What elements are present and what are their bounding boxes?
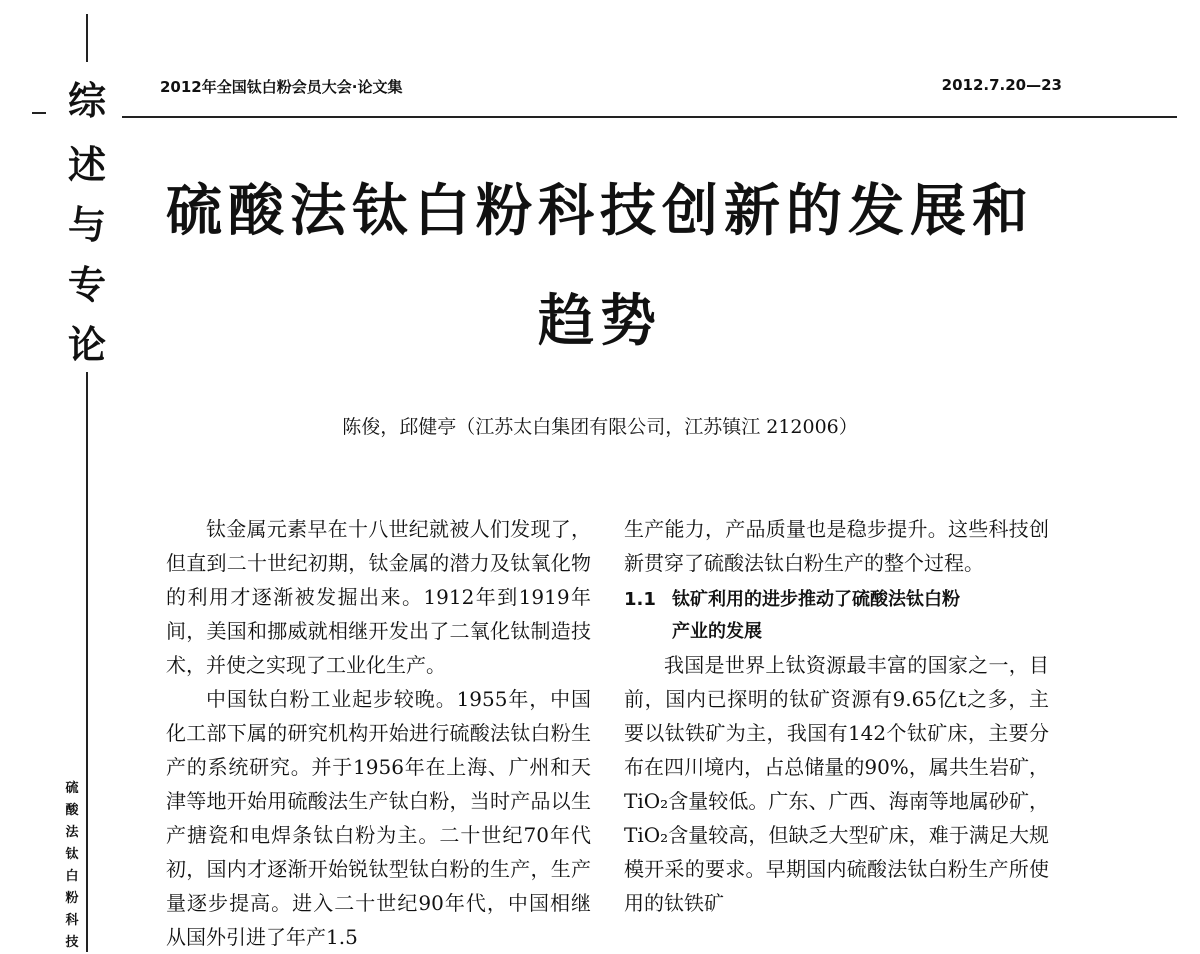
side-small-char: 硫 xyxy=(65,781,79,796)
side-small-char: 白 xyxy=(65,869,79,884)
side-small-label xyxy=(60,778,84,954)
side-small-char: 技 xyxy=(65,935,79,950)
header-left: 2012年全国钛白粉会员大会·论文集 xyxy=(160,78,403,96)
side-label-char: 与 xyxy=(67,203,106,247)
section-title-line2: 产业的发展 xyxy=(672,621,762,642)
header-rule xyxy=(122,116,1177,118)
side-label-char: 专 xyxy=(67,263,106,307)
side-label-char: 述 xyxy=(67,143,106,187)
section-title-line1: 钛矿利用的进步推动了硫酸法钛白粉 xyxy=(672,589,960,610)
authors-affiliation: 陈俊，邱健亭（江苏太白集团有限公司，江苏镇江 212006） xyxy=(342,416,858,438)
left-column xyxy=(166,512,591,954)
side-line-top xyxy=(86,14,88,62)
body-paragraph: 生产能力，产品质量也是稳步提升。这些科技创新贯穿了硫酸法钛白粉生产的整个过程。 xyxy=(624,517,1049,575)
body-paragraph: 我国是世界上钛资源最丰富的国家之一，目前，国内已探明的钛矿资源有9.65亿t之多，主要以钛铁矿为主，我国有142个钛矿床，主要分布在四川境内，占总储量的90%，属共生岩矿，TiO₂含量较低。广东、广西、海南等地属砂矿，TiO₂含量较高，但缺乏大型矿床，难于满足大规模开采的要求。早期国内硫酸法钛白粉生产所使用的钛铁矿 xyxy=(624,653,1049,915)
side-label-char: 综 xyxy=(67,79,106,123)
section-heading xyxy=(624,584,1049,648)
side-small-char: 酸 xyxy=(65,803,79,818)
section-number: 1.1 xyxy=(624,589,656,610)
side-small-char: 法 xyxy=(65,825,79,840)
side-small-char: 粉 xyxy=(65,891,79,906)
side-small-char: 钛 xyxy=(65,847,79,862)
header-right: 2012.7.20—23 xyxy=(941,76,1062,94)
paper-title-line1: 硫酸法钛白粉科技创新的发展和 xyxy=(166,179,1034,244)
paper-title-line2: 趋势 xyxy=(538,289,662,354)
right-column xyxy=(624,512,1049,920)
side-line-bottom xyxy=(86,372,88,952)
body-paragraph: 钛金属元素早在十八世纪就被人们发现了，但直到二十世纪初期，钛金属的潜力及钛氧化物的利用才逐渐被发掘出来。1912年到1919年间，美国和挪威就相继开发出了二氧化钛制造技术，并使之实现了工业化生产。 xyxy=(166,517,591,677)
side-small-char: 科 xyxy=(65,913,79,928)
body-paragraph: 中国钛白粉工业起步较晚。1955年，中国化工部下属的研究机构开始进行硫酸法钛白粉生产的系统研究。并于1956年在上海、广州和天津等地开始用硫酸法生产钛白粉，当时产品以生产搪瓷和电焊条钛白粉为主。二十世纪70年代初，国内才逐渐开始锐钛型钛白粉的生产，生产量逐步提高。进入二十世纪90年代，中国相继从国外引进了年产1.5 xyxy=(166,687,591,949)
side-dash xyxy=(32,112,46,114)
side-label-char: 论 xyxy=(67,323,106,367)
